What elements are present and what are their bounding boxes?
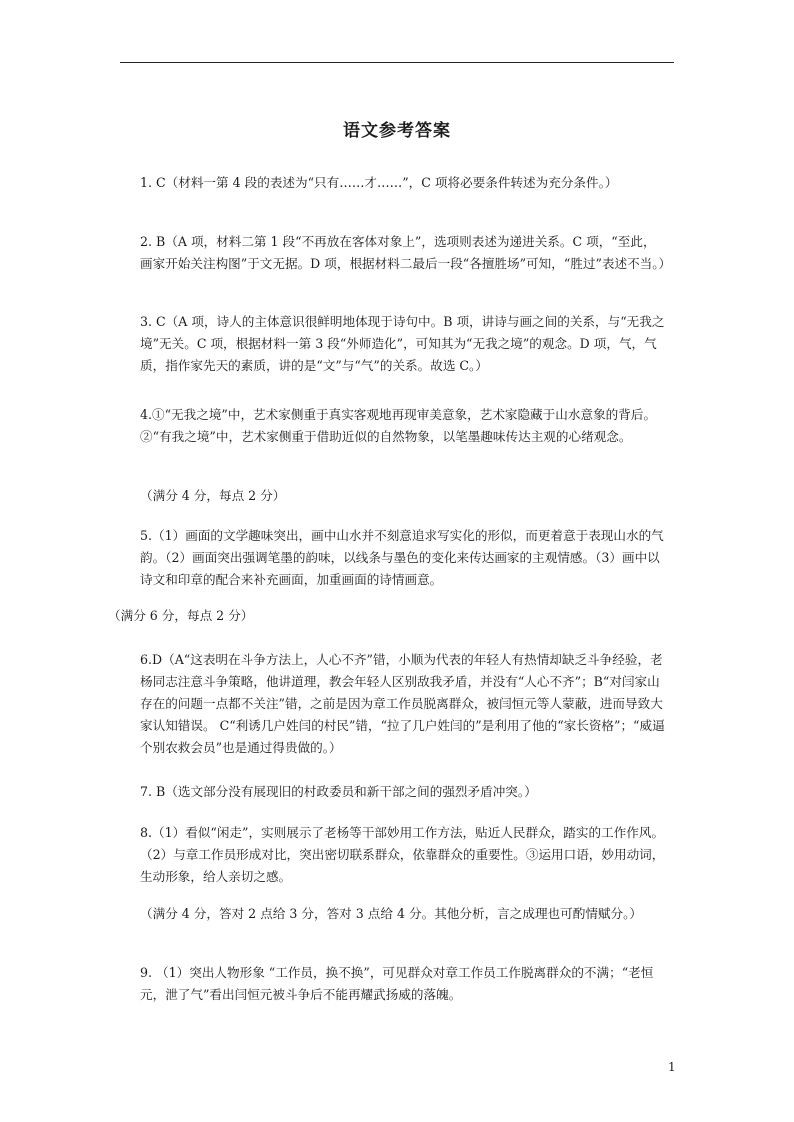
answer-3: 3. C（A 项，诗人的主体意识很鲜明地体现于诗句中。B 项，讲诗与画之间的关系，与“无我之境”无关。C 项，根据材料一第 3 段“外师造化”，可知其为“无我之境”的观念。D 项，气，气质，指作家先天的素质，讲的是“文”与“气”的关系。故选 C。） [140,314,665,373]
answer-5-score: （满分 6 分，每点 2 分） [108,608,254,623]
answer-9: 9. （1）突出人物形象 “工作员，换不换”，可见群众对章工作员工作脱离群众的不满；“老恒元，泄了气”看出闫恒元被斗争后不能再耀武扬威的落魄。 [140,965,654,1002]
answer-8: 8.（1）看似“闲走”，实则展示了老杨等干部妙用工作方法，贴近人民群众，踏实的工作作风。（2）与章工作员形成对比，突出密切联系群众，依靠群众的重要性。③运用口语，妙用动词，生动形象，给人亲切之感。 [140,825,665,884]
page-number: 1 [668,1060,676,1074]
answer-4: 4.①“无我之境”中，艺术家侧重于真实客观地再现审美意象，艺术家隐藏于山水意象的背后。②“有我之境”中，艺术家侧重于借助近似的自然物象，以笔墨趣味传达主观的心绪观念。 [140,407,657,444]
header-rule [120,62,674,63]
answer-1: 1. C（材料一第 4 段的表述为“只有……才……”，C 项将必要条件转述为充分条件。） [140,175,618,190]
answer-4-score: （满分 4 分，每点 2 分） [140,488,286,503]
answer-2: 2. B（A 项，材料二第 1 段“不再放在客体对象上”，选项则表述为递进关系。C 项，“至此，画家开始关注构图”于文无据。D 项，根据材料二最后一段“各擅胜场”可知，“胜过”表述不当。） [140,234,672,271]
answer-6: 6.D（A“这表明在斗争方法上，人心不齐”错，小顺为代表的年轻人有热情却缺乏斗争经验，老杨同志注意斗争策略，他讲道理，教会年轻人区别敌我矛盾，并没有“人心不齐”；B“对闫家山存在的问题一点都不关注”错，之前是因为章工作员脱离群众，被闫恒元等人蒙蔽，进而导致大家认知错误。 C“利诱几户姓闫的村民”错，“拉了几户姓闫的”是利用了他的“家长资格”；“威逼个别农救会员”也是通过得贵做的。） [140,652,665,755]
answer-8-score: （满分 4 分，答对 2 点给 3 分，答对 3 点给 4 分。其他分析，言之成理也可酌情赋分。） [140,906,642,921]
page-title: 语文参考答案 [343,121,451,141]
answer-5: 5.（1）画面的文学趣味突出，画中山水并不刻意追求写实化的形似，而更着意于表现山水的气韵。（2）画面突出强调笔墨的韵味，以线条与墨色的变化来传达画家的主观情感。（3）画中以诗文和印章的配合来补充画面，加重画面的诗情画意。 [140,528,664,587]
answer-7: 7. B（选文部分没有展现旧的村政委员和新干部之间的强烈矛盾冲突。） [140,784,537,799]
